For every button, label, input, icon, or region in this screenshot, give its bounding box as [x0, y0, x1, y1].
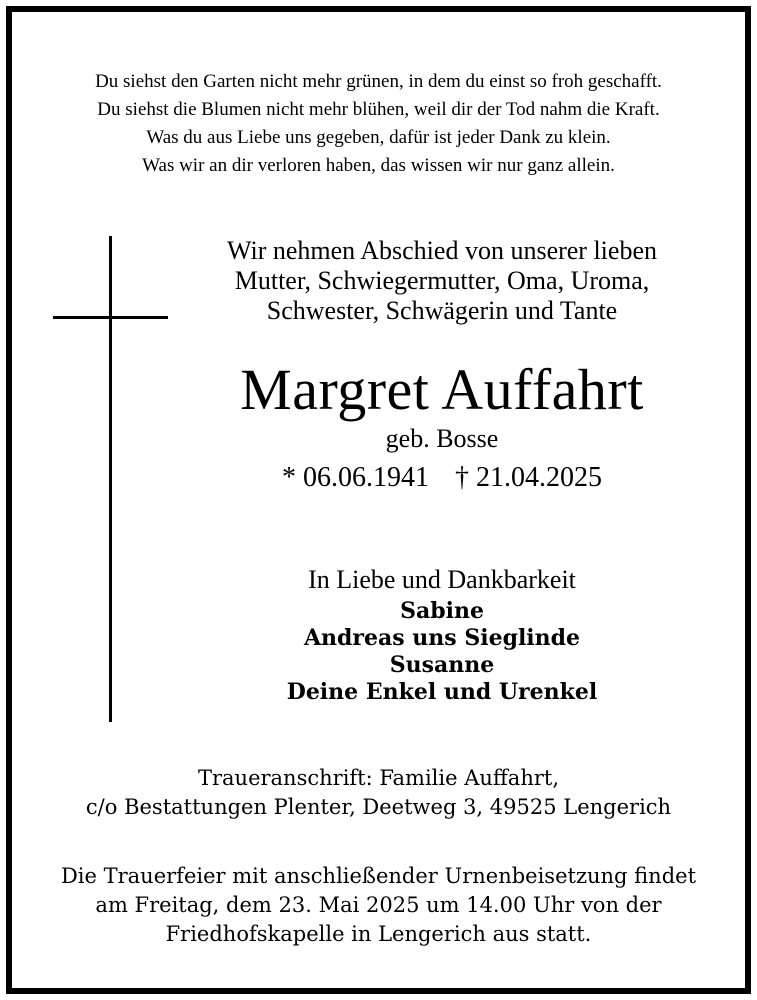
death-date: † 21.04.2025 — [455, 462, 602, 493]
family-member: Andreas uns Sieglinde — [303, 625, 581, 651]
farewell-intro — [182, 236, 702, 326]
cross-icon-horizontal — [53, 316, 168, 319]
poem-line: Du siehst die Blumen nicht mehr blühen, weil dir der Tod nahm die Kraft. — [97, 99, 660, 120]
poem-line: Was du aus Liebe uns gegeben, dafür ist jeder Dank zu klein. — [146, 127, 611, 148]
family-member: Susanne — [389, 652, 495, 678]
cross-icon-vertical — [109, 236, 112, 722]
address-line: c/o Bestattungen Plenter, Deetweg 3, 49525 Lengerich — [85, 795, 672, 819]
service-info — [12, 862, 745, 949]
deceased-name: Margret Auffahrt — [240, 357, 644, 422]
family-member: Sabine — [400, 598, 484, 624]
service-line: am Freitag, dem 23. Mai 2025 um 14.00 Uhr von der — [95, 893, 662, 917]
life-dates — [182, 462, 702, 494]
poem-line: Was wir an dir verloren haben, das wissen wir nur ganz allein. — [142, 155, 615, 176]
address-line: Traueranschrift: Familie Auffahrt, — [197, 766, 560, 790]
family-member: Deine Enkel und Urenkel — [286, 679, 598, 705]
obituary-frame — [6, 6, 751, 994]
birth-date: * 06.06.1941 — [282, 462, 429, 493]
service-line: Friedhofskapelle in Lengerich aus statt. — [165, 922, 592, 946]
mourning-address — [12, 764, 745, 822]
intro-line: Mutter, Schwiegermutter, Oma, Uroma, — [234, 266, 650, 295]
poem-line: Du siehst den Garten nicht mehr grünen, in dem du einst so froh geschafft. — [95, 71, 662, 92]
poem — [12, 68, 745, 180]
family-signatures — [182, 598, 702, 706]
service-line: Die Trauerfeier mit anschließender Urnenbeisetzung findet — [60, 864, 697, 888]
thanks-line: In Liebe und Dankbarkeit — [308, 565, 576, 594]
intro-line: Wir nehmen Abschied von unserer lieben — [227, 236, 657, 265]
birth-name: geb. Bosse — [385, 424, 499, 453]
intro-line: Schwester, Schwägerin und Tante — [266, 296, 618, 325]
